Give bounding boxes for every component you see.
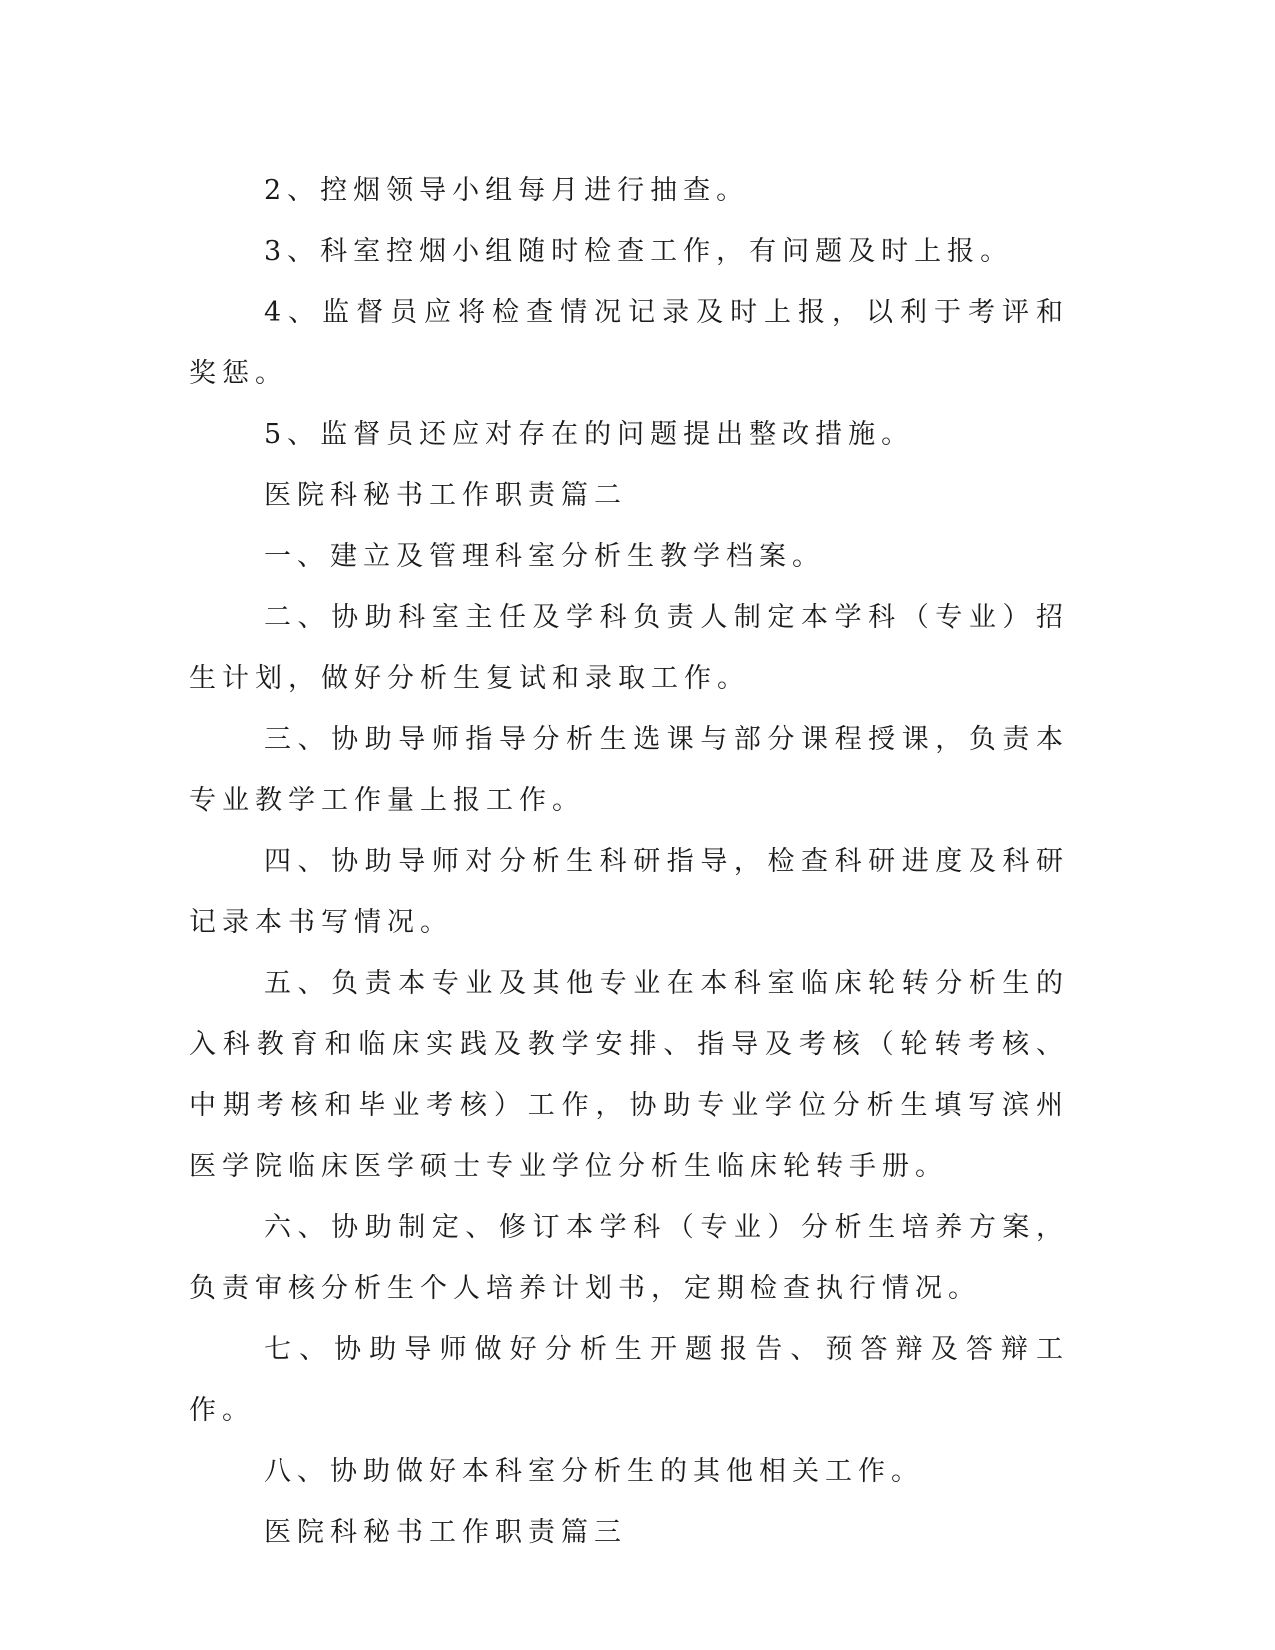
- paragraph-duty-6: 六、协助制定、修订本学科（专业）分析生培养方案，负责审核分析生个人培养计划书，定期检查执行情况。: [189, 1212, 1069, 1304]
- paragraph-item-2: 2、控烟领导小组每月进行抽查。: [264, 175, 750, 206]
- paragraph-item-5: 5、监督员还应对存在的问题提出整改措施。: [264, 419, 915, 450]
- paragraph-duty-3: 三、协助导师指导分析生选课与部分课程授课，负责本专业教学工作量上报工作。: [189, 724, 1069, 816]
- paragraph-duty-7: 七、协助导师做好分析生开题报告、预答辩及答辩工作。: [189, 1334, 1069, 1426]
- section-heading-part-three: 医院科秘书工作职责篇三: [264, 1517, 627, 1548]
- paragraph-duty-2: 二、协助科室主任及学科负责人制定本学科（专业）招生计划，做好分析生复试和录取工作。: [189, 602, 1069, 694]
- paragraph-item-3: 3、科室控烟小组随时检查工作，有问题及时上报。: [264, 236, 1014, 267]
- paragraph-duty-8: 八、协助做好本科室分析生的其他相关工作。: [264, 1456, 924, 1487]
- paragraph-duty-4: 四、协助导师对分析生科研指导，检查科研进度及科研记录本书写情况。: [189, 846, 1069, 938]
- paragraph-duty-5: 五、负责本专业及其他专业在本科室临床轮转分析生的入科教育和临床实践及教学安排、指导及考核（轮转考核、中期考核和毕业考核）工作，协助专业学位分析生填写滨州医学院临床医学硕士专业学位分析生临床轮转手册。: [189, 968, 1069, 1182]
- section-heading-part-two: 医院科秘书工作职责篇二: [264, 480, 627, 511]
- paragraph-item-4: 4、监督员应将检查情况记录及时上报，以利于考评和奖惩。: [189, 297, 1069, 389]
- paragraph-duty-1: 一、建立及管理科室分析生教学档案。: [264, 541, 825, 572]
- document-body: [189, 160, 1069, 1563]
